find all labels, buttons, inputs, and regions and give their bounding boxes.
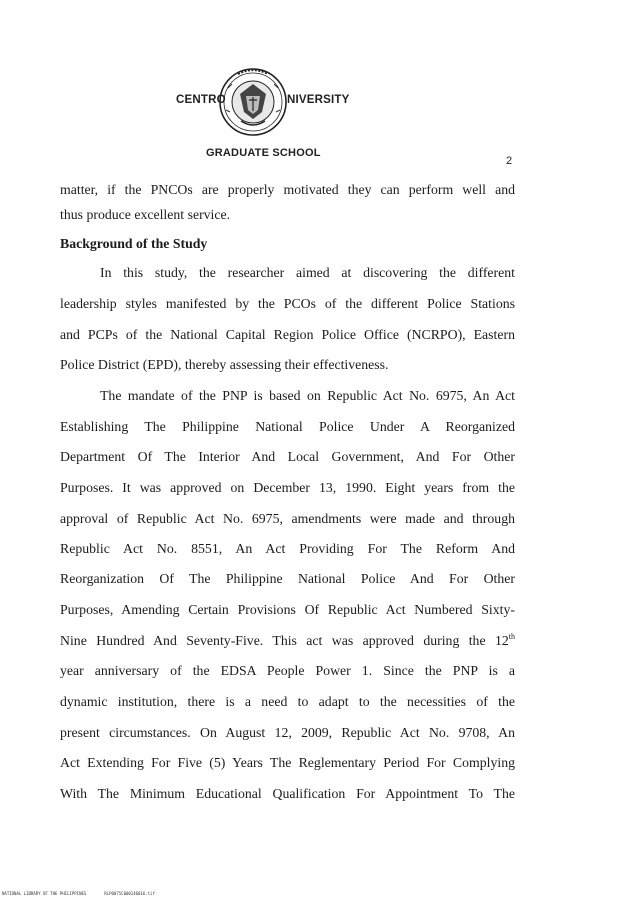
- body-line: Department Of The Interior And Local Government, And For Other: [60, 449, 515, 464]
- header-university-right: NIVERSITY: [287, 94, 350, 106]
- scan-footer: [2, 891, 173, 896]
- body-line: approval of Republic Act No. 6975, amendments were made and through: [60, 511, 515, 526]
- body-line: present circumstances. On August 12, 2009, Republic Act No. 9708, An: [60, 725, 515, 740]
- ordinal-superscript: th: [508, 632, 515, 641]
- graduate-school-label: GRADUATE SCHOOL: [206, 147, 321, 159]
- header-university-left: CENTRO: [176, 94, 226, 106]
- body-line: Republic Act No. 8551, An Act Providing For The Reform And: [60, 541, 515, 556]
- footer-library: NATIONAL LIBRARY OF THE PHILIPPINES: [2, 891, 87, 896]
- footer-code: RLP0075C000146016.tif: [104, 891, 155, 896]
- university-seal-logo: [218, 66, 288, 138]
- body-line: dynamic institution, there is a need to adapt to the necessities of the: [60, 694, 515, 709]
- body-line: Establishing The Philippine National Police Under A Reorganized: [60, 419, 515, 434]
- body-line: The mandate of the PNP is based on Republic Act No. 6975, An Act: [100, 388, 515, 403]
- body-line: Purposes, Amending Certain Provisions Of Republic Act Numbered Sixty-: [60, 602, 515, 617]
- body-line-text: Nine Hundred And Seventy-Five. This act was approved during the 12: [60, 633, 509, 648]
- page-number: 2: [506, 155, 513, 167]
- body-line: year anniversary of the EDSA People Power 1. Since the PNP is a: [60, 663, 515, 678]
- body-line: Purposes. It was approved on December 13, 1990. Eight years from the: [60, 480, 515, 495]
- body-line: Act Extending For Five (5) Years The Reglementary Period For Complying: [60, 755, 515, 770]
- body-line: In this study, the researcher aimed at discovering the different: [100, 265, 515, 280]
- body-line: and PCPs of the National Capital Region Police Office (NCRPO), Eastern: [60, 327, 515, 342]
- body-line: leadership styles manifested by the PCOs of the different Police Stations: [60, 296, 515, 311]
- section-heading: Background of the Study: [60, 236, 208, 251]
- body-line: With The Minimum Educational Qualification For Appointment To The: [60, 786, 515, 801]
- body-line: Police District (EPD), thereby assessing their effectiveness.: [60, 357, 389, 372]
- body-line: matter, if the PNCOs are properly motivated they can perform well and: [60, 182, 515, 197]
- body-line: Reorganization Of The Philippine National Police And For Other: [60, 571, 515, 586]
- body-line: [60, 633, 515, 649]
- body-line: thus produce excellent service.: [60, 207, 231, 222]
